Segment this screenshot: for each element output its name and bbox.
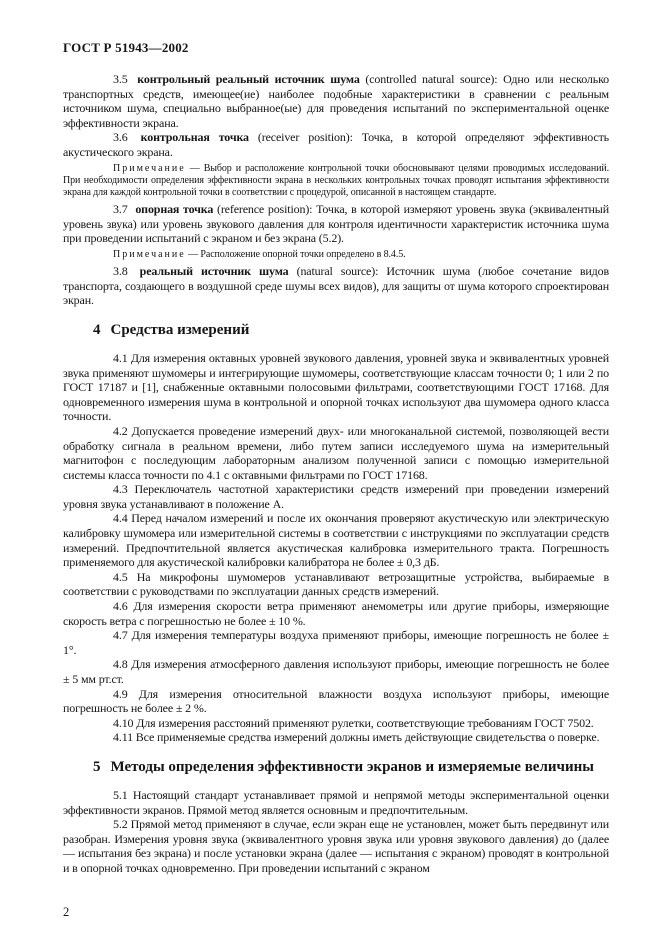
note-3-6 [63,163,609,200]
para-4-3: 4.3 Переключатель частотной характеристики средств измерений при проведении измерений уровня звука устанавливают в положение А. [63,482,609,511]
para-4-9: 4.9 Для измерения относительной влажности воздуха используют приборы, имеющие погрешность не более ± 2 %. [63,686,609,716]
para-4-7: 4.7 Для измерения температуры воздуха применяют приборы, имеющие погрешность не более ± 1°. [63,628,609,657]
term-definition: (reference position): Точка, в которой измеряют уровень звука (эквивалентный уровень звука) или уровень звукового давления для контроля идентичности характеристик источника шума при проведении испытаний с экраном и без экрана (5.2). [63,202,609,246]
term-3-6 [63,130,609,159]
term-3-8 [63,264,609,308]
term-3-5 [63,72,609,130]
section-number: 4 [93,321,101,338]
note-text: — Выбор и расположение контрольной точки обосновывают целями проводимых исследований. При необходимости определения эффективности экрана в нескольких контрольных точках проводят испытания эффективности экрана для каждой контрольной точки в соответствии с процедурой, описанной в настоящем стандарте. [63,162,609,198]
section-title: Средства измерений [110,321,250,338]
para-4-1: 4.1 Для измерения октавных уровней звукового давления, уровней звука и эквивалентных уровней звука применяют шумомеры и интегрирующие шумомеры, соответствующие классам точности 0; 1 или 2 по ГОСТ 17187 и [1], снабженные октавными полосовыми фильтрами, соответствующими ГОСТ 17168. Для одновременного измерения шума в контрольной и опорной точках используют два шумомера одного класса точности. [63,350,609,424]
note-3-7 [63,249,609,261]
term-definition: (receiver position): Точка, в которой определяют эффективность акустического экрана. [63,130,609,159]
para-4-4: 4.4 Перед началом измерений и после их окончания проверяют акустическую или электрическую калибровку шумомера или измерительной системы в соответствии с инструкциями по эксплуатации средств измерений. Предпочтительной является акустическая калибровка измерительного тракта. Погрешность применяемого для акустической калибровки калибратора не более ± 0,3 дБ. [63,511,609,570]
para-4-6: 4.6 Для измерения скорости ветра применяют анемометры или другие приборы, измеряющие скорость ветра с погрешностью не более ± 10 %. [63,599,609,628]
para-4-11: 4.11 Все применяемые средства измерений должны иметь действующие свидетельства о поверке. [113,730,600,745]
para-4-8: 4.8 Для измерения атмосферного давления используют приборы, имеющие погрешность не более ± 5 мм рт.ст. [63,657,609,686]
text-column [63,40,609,876]
note-text: — Расположение опорной точки определено в 8.4.5. [185,248,406,260]
section-title: Методы определения эффективности экранов и измеряемые величины [110,758,594,775]
term-definition: (natural source): Источник шума (любое сочетание видов транспорта, создающего в воздушной среде шумы всех видов), для защиты от шума которого спроектирован экран. [63,264,609,308]
term-number: 3.7 [113,202,128,217]
section-5-heading [93,758,609,777]
para-4-2: 4.2 Допускается проведение измерений двух- или многоканальной системой, позволяющей вести обработку сигнала в реальном времени, либо путем записи исследуемого шума на измерительный магнитофон с последующим лабораторным анализом полученной записи с помощью измерительной системы класса точности по 4.1 с октавными фильтрами по ГОСТ 17168. [63,423,609,482]
para-4-5: 4.5 На микрофоны шумомеров устанавливают ветрозащитные устройства, выбираемые в соответствии с руководствами по эксплуатации данных средств измерений. [63,569,609,599]
para-5-2: 5.2 Прямой метод применяют в случае, если экран еще не установлен, может быть передвинут или разобран. Измерения уровня звука (эквивалентного уровня звука или уровня звукового давления) до (далее — испытания без экрана) и после установки экрана (далее — испытания с экраном) проводят в контрольной и в опорной точках одновременно. При проведении испытаний с экраном [63,817,609,875]
page-number: 2 [63,905,70,919]
note-label: Примечание [113,162,186,174]
section-4-heading [93,321,609,340]
term-definition: (controlled natural source): Одно или несколько транспортных средств, имеющее(ие) наиболее подобные характеристики в сравнении с реальным источником шума, специально выбранное(ые) для проведения испытаний по экспериментальной оценке эффективности экрана. [63,72,609,130]
term-title: контрольная точка [140,130,249,145]
term-title: опорная точка [135,202,214,217]
section-number: 5 [93,758,101,775]
note-label: Примечание [113,248,186,260]
running-header: ГОСТ Р 51943—2002 [63,40,189,55]
term-3-7 [63,202,609,246]
term-number: 3.6 [113,130,128,145]
term-number: 3.5 [113,72,128,86]
para-5-1: 5.1 Настоящий стандарт устанавливает прямой и непрямой методы экспериментальной оценки эффективности экранов. Прямой метод является основным и предпочтительным. [63,787,609,817]
term-number: 3.8 [113,264,128,279]
term-title: контрольный реальный источник шума [137,72,360,86]
term-title: реальный источник шума [139,264,289,279]
para-4-10: 4.10 Для измерения расстояний применяют рулетки, соответствующие требованиям ГОСТ 7502. [113,715,594,730]
